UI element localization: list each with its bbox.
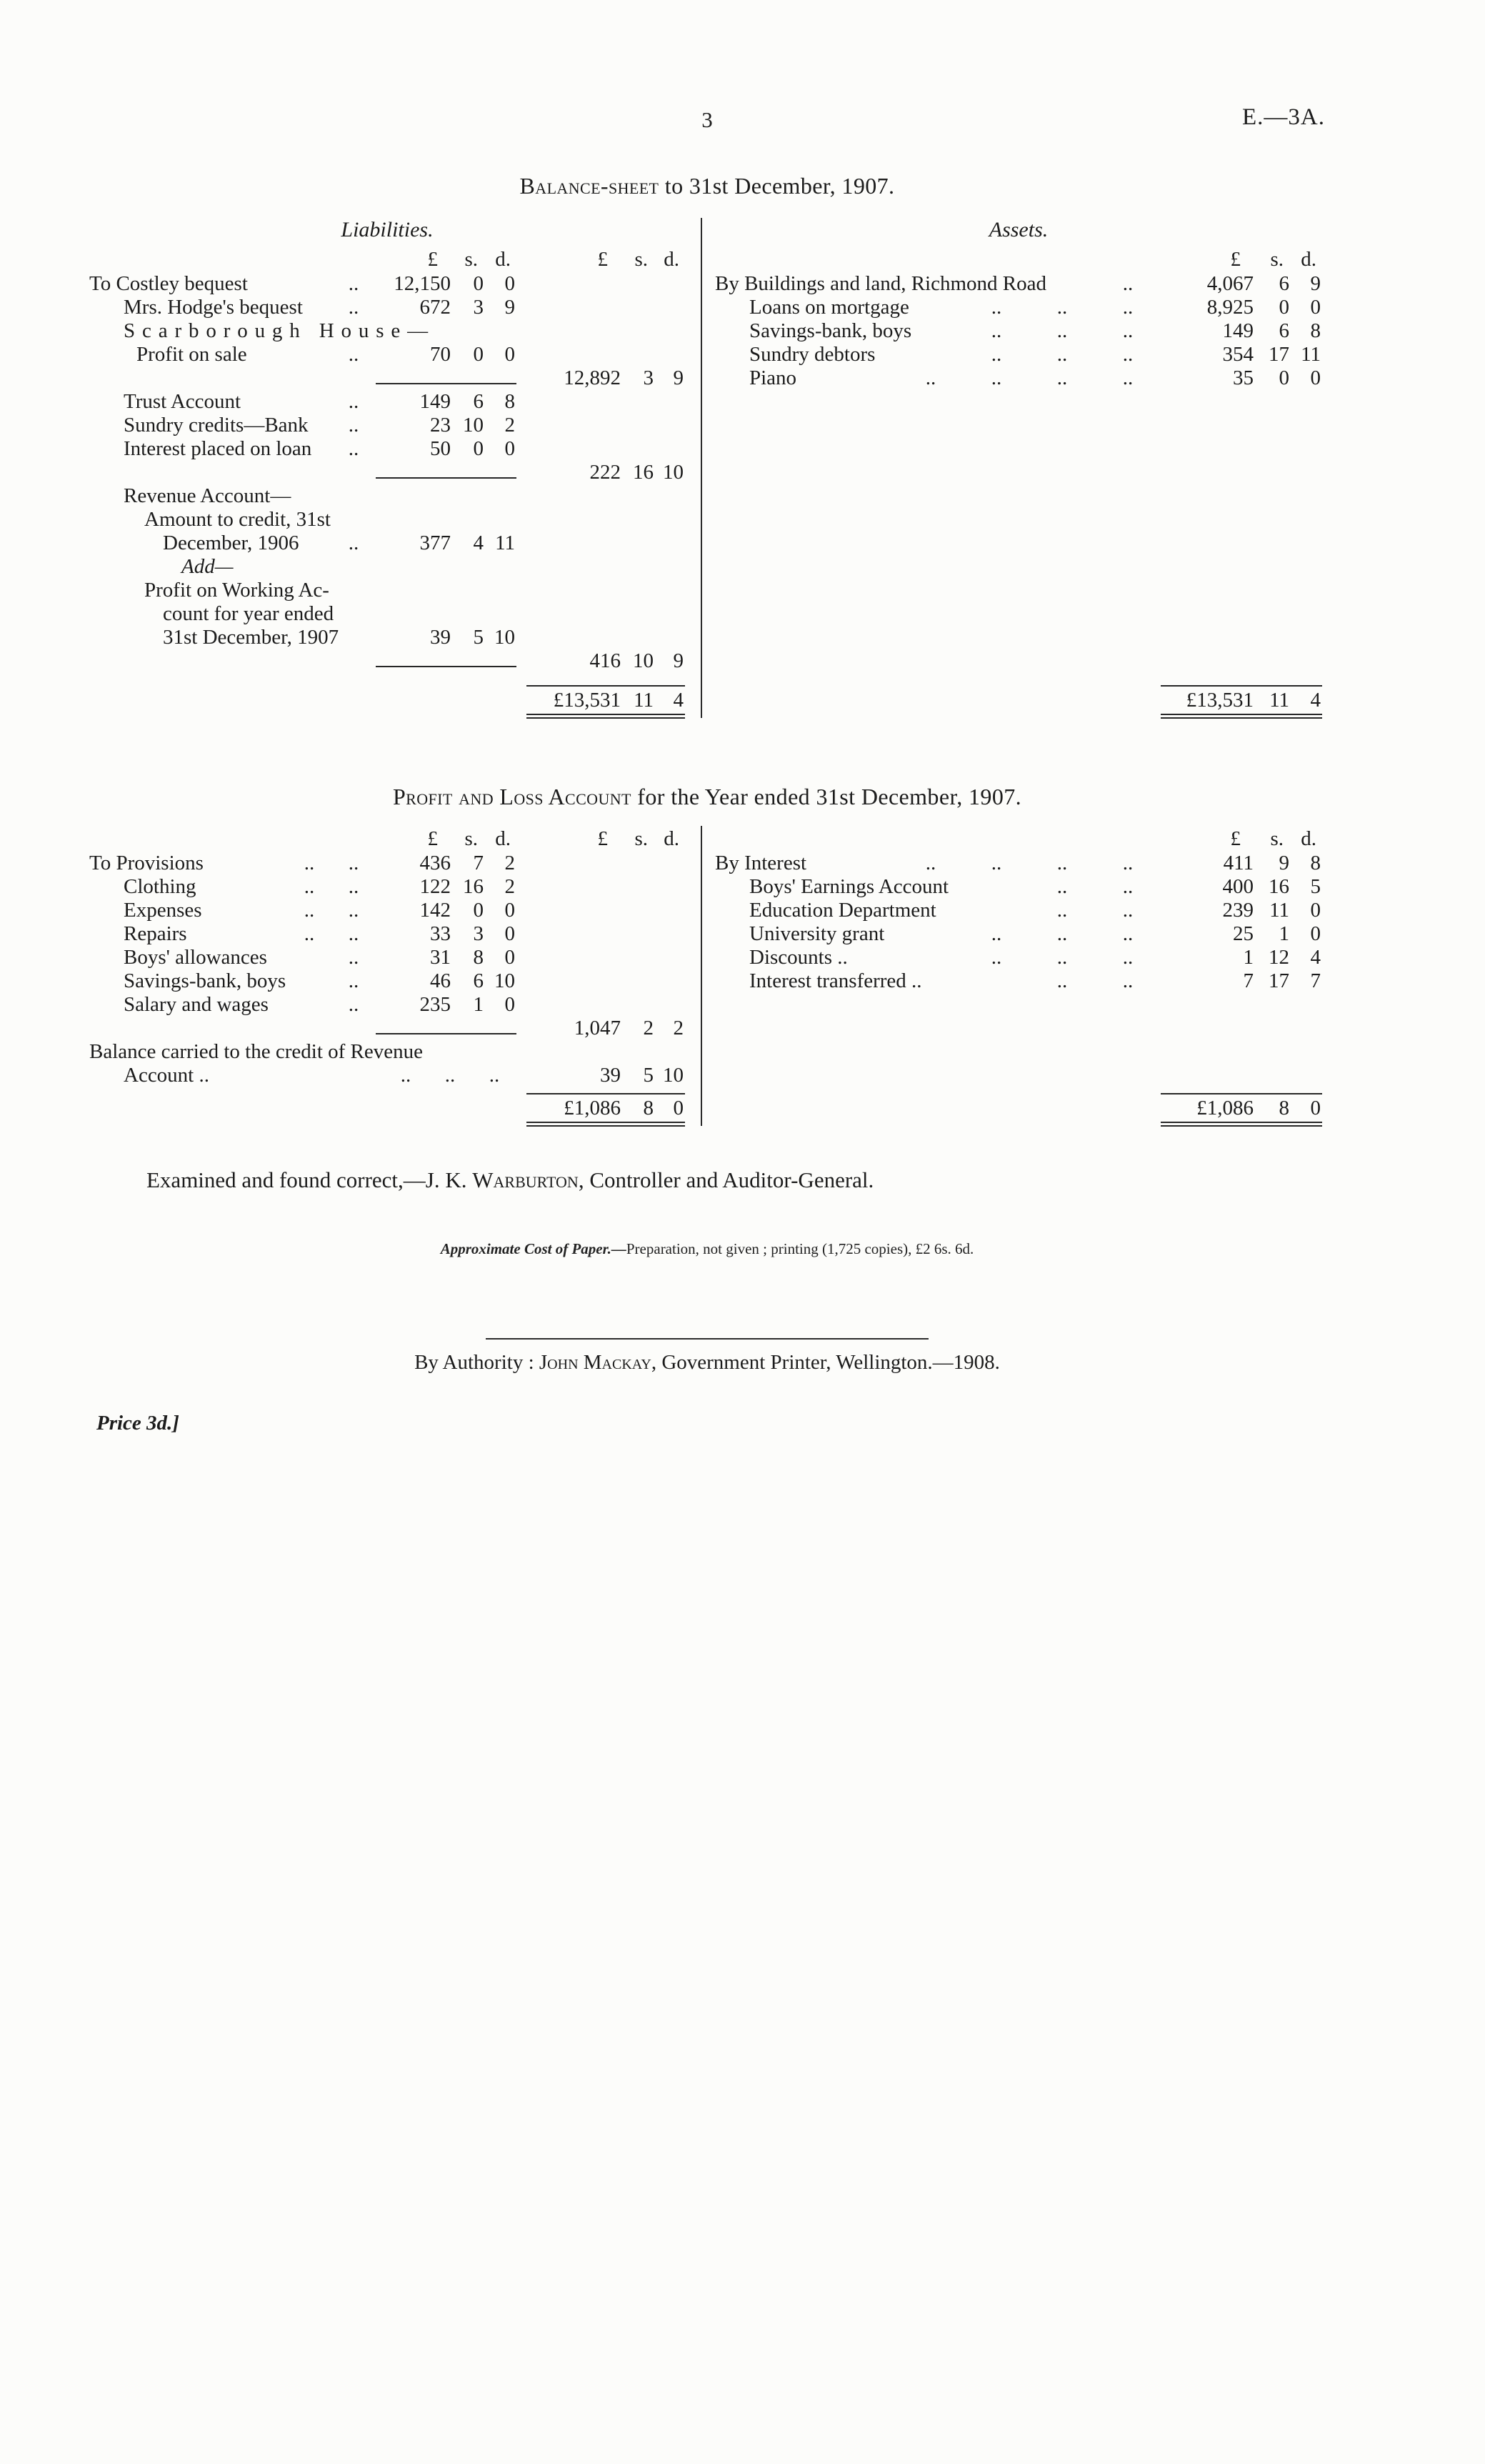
- assets-heading: Assets.: [989, 218, 1049, 241]
- price-note: Price 3d.]: [96, 1412, 179, 1435]
- row-label: Boys' allowances: [124, 946, 267, 969]
- amount-cell: £13,531: [1161, 685, 1254, 719]
- dot-leaders: .. .. ..: [991, 922, 1134, 945]
- amount-cell: [451, 1033, 484, 1034]
- page-number: 3: [701, 107, 713, 132]
- amount-cell: 11: [621, 685, 654, 719]
- amount-cell: 142: [419, 899, 451, 922]
- table-row: [715, 343, 1322, 366]
- amount-cell: 5: [473, 626, 484, 649]
- amount-cell: 8: [473, 946, 484, 969]
- total-row: [715, 1093, 1322, 1126]
- cost-of-paper-line: [89, 1240, 1325, 1258]
- amount-cell: 7: [1310, 969, 1321, 992]
- table-row: [715, 946, 1322, 969]
- balance-sheet: [89, 218, 1325, 718]
- amount-cell: 3: [643, 366, 654, 389]
- amount-cell: [484, 666, 516, 667]
- dot-leaders: ..: [348, 437, 359, 460]
- table-row: [89, 296, 685, 319]
- dot-leaders: ..: [348, 969, 359, 992]
- amount-cell: 8: [621, 1093, 654, 1127]
- row-label: count for year ended: [163, 602, 334, 625]
- amount-cell: d.: [495, 248, 511, 271]
- amount-cell: 0: [504, 899, 515, 922]
- row-label: Savings-bank, boys: [124, 969, 286, 992]
- amount-cell: 0: [504, 922, 515, 945]
- table-row: [89, 532, 685, 555]
- row-label: Repairs: [124, 922, 187, 945]
- amount-cell: 16: [633, 461, 654, 484]
- row-label: Sundry credits—Bank: [124, 414, 309, 437]
- amount-cell: 672: [419, 296, 451, 319]
- amount-cell: 0: [1310, 922, 1321, 945]
- table-row: [89, 437, 685, 461]
- dot-leaders: .. ..: [1056, 875, 1134, 898]
- amount-cell: 16: [1269, 875, 1289, 898]
- table-row: [715, 969, 1322, 993]
- dot-leaders: ..: [348, 343, 359, 366]
- amount-cell: 0: [473, 272, 484, 295]
- assets-side: [702, 218, 1325, 718]
- amount-cell: 5: [1310, 875, 1321, 898]
- money-header-row: [89, 826, 685, 852]
- amount-cell: 0: [654, 1093, 685, 1127]
- liabilities-table: [89, 246, 685, 718]
- amount-cell: 2: [643, 1017, 654, 1039]
- amount-cell: 4: [1289, 685, 1322, 719]
- amount-cell: 235: [419, 993, 451, 1016]
- amount-cell: £: [1230, 827, 1241, 850]
- amount-cell: 0: [504, 993, 515, 1016]
- amount-cell: [376, 666, 451, 667]
- dot-leaders: .. ..: [304, 852, 359, 874]
- row-label: December, 1906: [163, 532, 299, 554]
- amount-cell: £: [597, 827, 608, 850]
- dot-leaders: ..: [1122, 272, 1134, 295]
- amount-cell: 0: [504, 272, 515, 295]
- amount-cell: 10: [494, 626, 515, 649]
- table-row: [89, 1017, 685, 1040]
- table-row: [89, 649, 685, 673]
- amount-cell: 10: [663, 461, 684, 484]
- dot-leaders: .. .. .. ..: [925, 852, 1134, 874]
- amount-cell: £1,086: [1161, 1093, 1254, 1127]
- examined-suffix: , Controller and Auditor-General.: [578, 1167, 874, 1192]
- table-row: [89, 319, 685, 343]
- amount-cell: 35: [1233, 366, 1254, 389]
- dot-leaders: .. ..: [304, 899, 359, 922]
- pl-debit-side: [89, 826, 702, 1126]
- row-label: Revenue Account—: [124, 484, 291, 507]
- amount-cell: 0: [473, 899, 484, 922]
- dot-leaders: ..: [348, 532, 359, 554]
- amount-cell: 39: [600, 1064, 621, 1087]
- amount-cell: 4: [473, 532, 484, 554]
- table-row: [89, 366, 685, 390]
- amount-cell: £13,531: [526, 685, 621, 719]
- amount-cell: 9: [673, 649, 684, 672]
- money-header-row: [715, 246, 1322, 272]
- amount-cell: 3: [473, 296, 484, 319]
- examined-prefix: Examined and found correct,—J. K.: [146, 1167, 473, 1192]
- amount-cell: 6: [473, 969, 484, 992]
- total-row: [89, 685, 685, 718]
- liabilities-side: [89, 218, 702, 718]
- amount-cell: 3: [473, 922, 484, 945]
- amount-cell: s.: [634, 827, 648, 850]
- amount-cell: 17: [1269, 969, 1289, 992]
- profit-loss-title-rest: for the Year ended 31st December, 1907.: [631, 784, 1022, 809]
- amount-cell: 10: [494, 969, 515, 992]
- amount-cell: 0: [1279, 296, 1289, 319]
- row-label: University grant: [749, 922, 885, 945]
- pl-credit-table: [715, 826, 1322, 1126]
- doc-reference: E.—3A.: [1242, 104, 1325, 130]
- table-row: [89, 343, 685, 366]
- table-row: [89, 1064, 685, 1087]
- amount-cell: 9: [1310, 272, 1321, 295]
- auditor-name: Warburton: [472, 1167, 579, 1192]
- amount-cell: 10: [663, 1064, 684, 1087]
- row-label: Account ..: [124, 1064, 209, 1087]
- table-row: [89, 602, 685, 626]
- amount-cell: s.: [1270, 248, 1284, 271]
- table-row: [89, 626, 685, 649]
- amount-cell: 6: [1279, 319, 1289, 342]
- amount-cell: 50: [430, 437, 451, 460]
- amount-cell: 6: [473, 390, 484, 413]
- amount-cell: 4: [1310, 946, 1321, 969]
- row-label: Balance carried to the credit of Revenue: [89, 1040, 423, 1063]
- table-row: [89, 922, 685, 946]
- dot-leaders: .. .. ..: [991, 946, 1134, 969]
- amount-cell: [451, 383, 484, 384]
- amount-cell: 0: [504, 946, 515, 969]
- amount-cell: 17: [1269, 343, 1289, 366]
- amount-cell: £: [597, 248, 608, 271]
- dot-leaders: ..: [348, 272, 359, 295]
- amount-cell: 222: [589, 461, 621, 484]
- row-label: Amount to credit, 31st: [144, 508, 331, 531]
- amount-cell: 11: [1301, 343, 1321, 366]
- amount-cell: 411: [1223, 852, 1254, 874]
- amount-cell: 7: [473, 852, 484, 874]
- amount-cell: 25: [1233, 922, 1254, 945]
- row-label: Trust Account: [124, 390, 241, 413]
- money-header-row: [715, 826, 1322, 852]
- amount-cell: 12: [1269, 946, 1289, 969]
- table-row: [89, 508, 685, 532]
- total-row: [89, 1093, 685, 1126]
- dot-leaders: .. ..: [1056, 969, 1134, 992]
- amount-cell: d.: [1301, 827, 1316, 850]
- table-row: [715, 922, 1322, 946]
- dot-leaders: .. ..: [304, 922, 359, 945]
- amount-cell: 2: [504, 414, 515, 437]
- pl-credit-side: [702, 826, 1325, 1126]
- dot-leaders: ..: [348, 946, 359, 969]
- row-label: To Costley bequest: [89, 272, 248, 295]
- amount-cell: 2: [673, 1017, 684, 1039]
- amount-cell: 11: [1269, 899, 1289, 922]
- authority-suffix: , Government Printer, Wellington.—1908.: [651, 1351, 1000, 1374]
- balance-sheet-title-smallcaps: Balance-sheet: [519, 173, 659, 199]
- liabilities-heading: Liabilities.: [341, 218, 434, 241]
- amount-cell: 9: [504, 296, 515, 319]
- profit-loss-title-smallcaps: Profit and Loss Account: [392, 784, 631, 809]
- dot-leaders: ..: [348, 993, 359, 1016]
- balance-sheet-title: [89, 173, 1325, 199]
- amount-cell: 0: [1310, 899, 1321, 922]
- table-row: [89, 969, 685, 993]
- row-label: Education Department: [749, 899, 936, 922]
- amount-cell: d.: [495, 827, 511, 850]
- row-label: 31st December, 1907: [163, 626, 339, 649]
- amount-cell: 0: [504, 343, 515, 366]
- row-label: By Buildings and land, Richmond Road: [715, 272, 1046, 295]
- amount-cell: 149: [1222, 319, 1254, 342]
- authority-prefix: By Authority :: [414, 1351, 539, 1374]
- row-label: Clothing: [124, 875, 196, 898]
- amount-cell: 1: [1279, 922, 1289, 945]
- amount-cell: 239: [1222, 899, 1254, 922]
- amount-cell: [376, 1033, 451, 1034]
- balance-sheet-title-rest: to 31st December, 1907.: [659, 173, 895, 199]
- amount-cell: 8: [1310, 319, 1321, 342]
- table-row: [715, 319, 1322, 343]
- amount-cell: 0: [504, 437, 515, 460]
- amount-cell: 400: [1222, 875, 1254, 898]
- amount-cell: 5: [643, 1064, 654, 1087]
- table-row: [715, 272, 1322, 296]
- top-header: [89, 104, 1325, 140]
- amount-cell: s.: [464, 827, 478, 850]
- amount-cell: 10: [633, 649, 654, 672]
- row-label: Piano: [749, 366, 797, 389]
- assets-table: [715, 246, 1322, 718]
- amount-cell: 23: [430, 414, 451, 437]
- amount-cell: 0: [1310, 296, 1321, 319]
- dot-leaders: .. .. .. ..: [925, 366, 1134, 389]
- table-row: [89, 390, 685, 414]
- amount-cell: s.: [634, 248, 648, 271]
- amount-cell: 1: [1243, 946, 1254, 969]
- table-row: [89, 993, 685, 1017]
- amount-cell: 2: [504, 875, 515, 898]
- table-row: [89, 272, 685, 296]
- amount-cell: £1,086: [526, 1093, 621, 1127]
- amount-cell: 70: [430, 343, 451, 366]
- amount-cell: 4: [654, 685, 685, 719]
- row-label: Discounts ..: [749, 946, 848, 969]
- row-label: Interest placed on loan: [124, 437, 312, 460]
- separator-rule: [486, 1338, 929, 1340]
- amount-cell: 0: [1279, 366, 1289, 389]
- row-label: Profit on Working Ac-: [144, 579, 329, 602]
- amount-cell: 8: [1310, 852, 1321, 874]
- dot-leaders: .. .. ..: [991, 296, 1134, 319]
- table-row: [715, 899, 1322, 922]
- amount-cell: 9: [673, 366, 684, 389]
- row-label: Savings-bank, boys: [749, 319, 912, 342]
- row-label: Expenses: [124, 899, 202, 922]
- table-row: [89, 875, 685, 899]
- amount-cell: 0: [473, 437, 484, 460]
- amount-cell: [376, 383, 451, 384]
- amount-cell: [451, 477, 484, 479]
- row-label: Mrs. Hodge's bequest: [124, 296, 303, 319]
- dot-leaders: .. .. ..: [400, 1064, 500, 1087]
- row-label: Add—: [181, 555, 234, 578]
- amount-cell: 7: [1243, 969, 1254, 992]
- amount-cell: 46: [430, 969, 451, 992]
- table-row: [715, 852, 1322, 875]
- amount-cell: s.: [464, 248, 478, 271]
- row-label: Interest transferred ..: [749, 969, 922, 992]
- row-label: Profit on sale: [136, 343, 247, 366]
- amount-cell: 12,892: [564, 366, 621, 389]
- amount-cell: 11: [495, 532, 515, 554]
- dot-leaders: .. ..: [1056, 899, 1134, 922]
- amount-cell: [484, 383, 516, 384]
- amount-cell: [484, 477, 516, 479]
- amount-cell: 8: [1254, 1093, 1289, 1127]
- table-row: [715, 875, 1322, 899]
- row-label: Salary and wages: [124, 993, 269, 1016]
- amount-cell: [484, 1033, 516, 1034]
- amount-cell: 8,925: [1206, 296, 1254, 319]
- dot-leaders: .. .. ..: [991, 343, 1134, 366]
- profit-loss-title: [89, 784, 1325, 810]
- table-row: [89, 484, 685, 508]
- row-label: To Provisions: [89, 852, 204, 874]
- table-row: [89, 946, 685, 969]
- amount-cell: 1: [473, 993, 484, 1016]
- amount-cell: 354: [1222, 343, 1254, 366]
- total-row: [715, 685, 1322, 718]
- amount-cell: 6: [1279, 272, 1289, 295]
- amount-cell: £: [1230, 248, 1241, 271]
- table-row: [89, 899, 685, 922]
- dot-leaders: ..: [348, 414, 359, 437]
- dot-leaders: ..: [348, 390, 359, 413]
- amount-cell: [451, 666, 484, 667]
- printer-name: John Mackay: [539, 1351, 651, 1374]
- table-row: [89, 555, 685, 579]
- cost-lead: Approximate Cost of Paper.—: [440, 1240, 626, 1257]
- amount-cell: 416: [589, 649, 621, 672]
- profit-loss-account: [89, 826, 1325, 1126]
- dot-leaders: ..: [348, 296, 359, 319]
- amount-cell: 9: [1279, 852, 1289, 874]
- row-label: Sundry debtors: [749, 343, 876, 366]
- table-row: [89, 852, 685, 875]
- amount-cell: 39: [430, 626, 451, 649]
- amount-cell: 10: [463, 414, 484, 437]
- amount-cell: 2: [504, 852, 515, 874]
- amount-cell: 8: [504, 390, 515, 413]
- amount-cell: 436: [419, 852, 451, 874]
- amount-cell: 122: [419, 875, 451, 898]
- amount-cell: d.: [664, 248, 679, 271]
- amount-cell: 0: [1310, 366, 1321, 389]
- cost-rest: Preparation, not given ; printing (1,725 copies), £2 6s. 6d.: [626, 1240, 974, 1257]
- amount-cell: £: [427, 827, 438, 850]
- amount-cell: 16: [463, 875, 484, 898]
- amount-cell: 11: [1254, 685, 1289, 719]
- table-row: [715, 296, 1322, 319]
- amount-cell: £: [427, 248, 438, 271]
- amount-cell: 4,067: [1206, 272, 1254, 295]
- table-row: [89, 1040, 685, 1064]
- row-label: Loans on mortgage: [749, 296, 909, 319]
- amount-cell: [376, 477, 451, 479]
- money-header-row: [89, 246, 685, 272]
- table-row: [89, 414, 685, 437]
- amount-cell: 0: [473, 343, 484, 366]
- table-row: [89, 461, 685, 484]
- dot-leaders: .. ..: [304, 875, 359, 898]
- examined-line: [89, 1167, 1325, 1193]
- amount-cell: 12,150: [394, 272, 451, 295]
- amount-cell: 1,047: [574, 1017, 621, 1039]
- amount-cell: d.: [664, 827, 679, 850]
- table-row: [715, 366, 1322, 390]
- row-label: By Interest: [715, 852, 807, 874]
- row-label: Scarborough House—: [124, 319, 436, 342]
- dot-leaders: .. .. ..: [991, 319, 1134, 342]
- amount-cell: 149: [419, 390, 451, 413]
- amount-cell: 0: [1289, 1093, 1322, 1127]
- amount-cell: s.: [1270, 827, 1284, 850]
- amount-cell: 31: [430, 946, 451, 969]
- amount-cell: 33: [430, 922, 451, 945]
- row-label: Boys' Earnings Account: [749, 875, 949, 898]
- table-row: [89, 579, 685, 602]
- pl-debit-table: [89, 826, 685, 1126]
- authority-line: [89, 1351, 1325, 1375]
- amount-cell: d.: [1301, 248, 1316, 271]
- amount-cell: 377: [419, 532, 451, 554]
